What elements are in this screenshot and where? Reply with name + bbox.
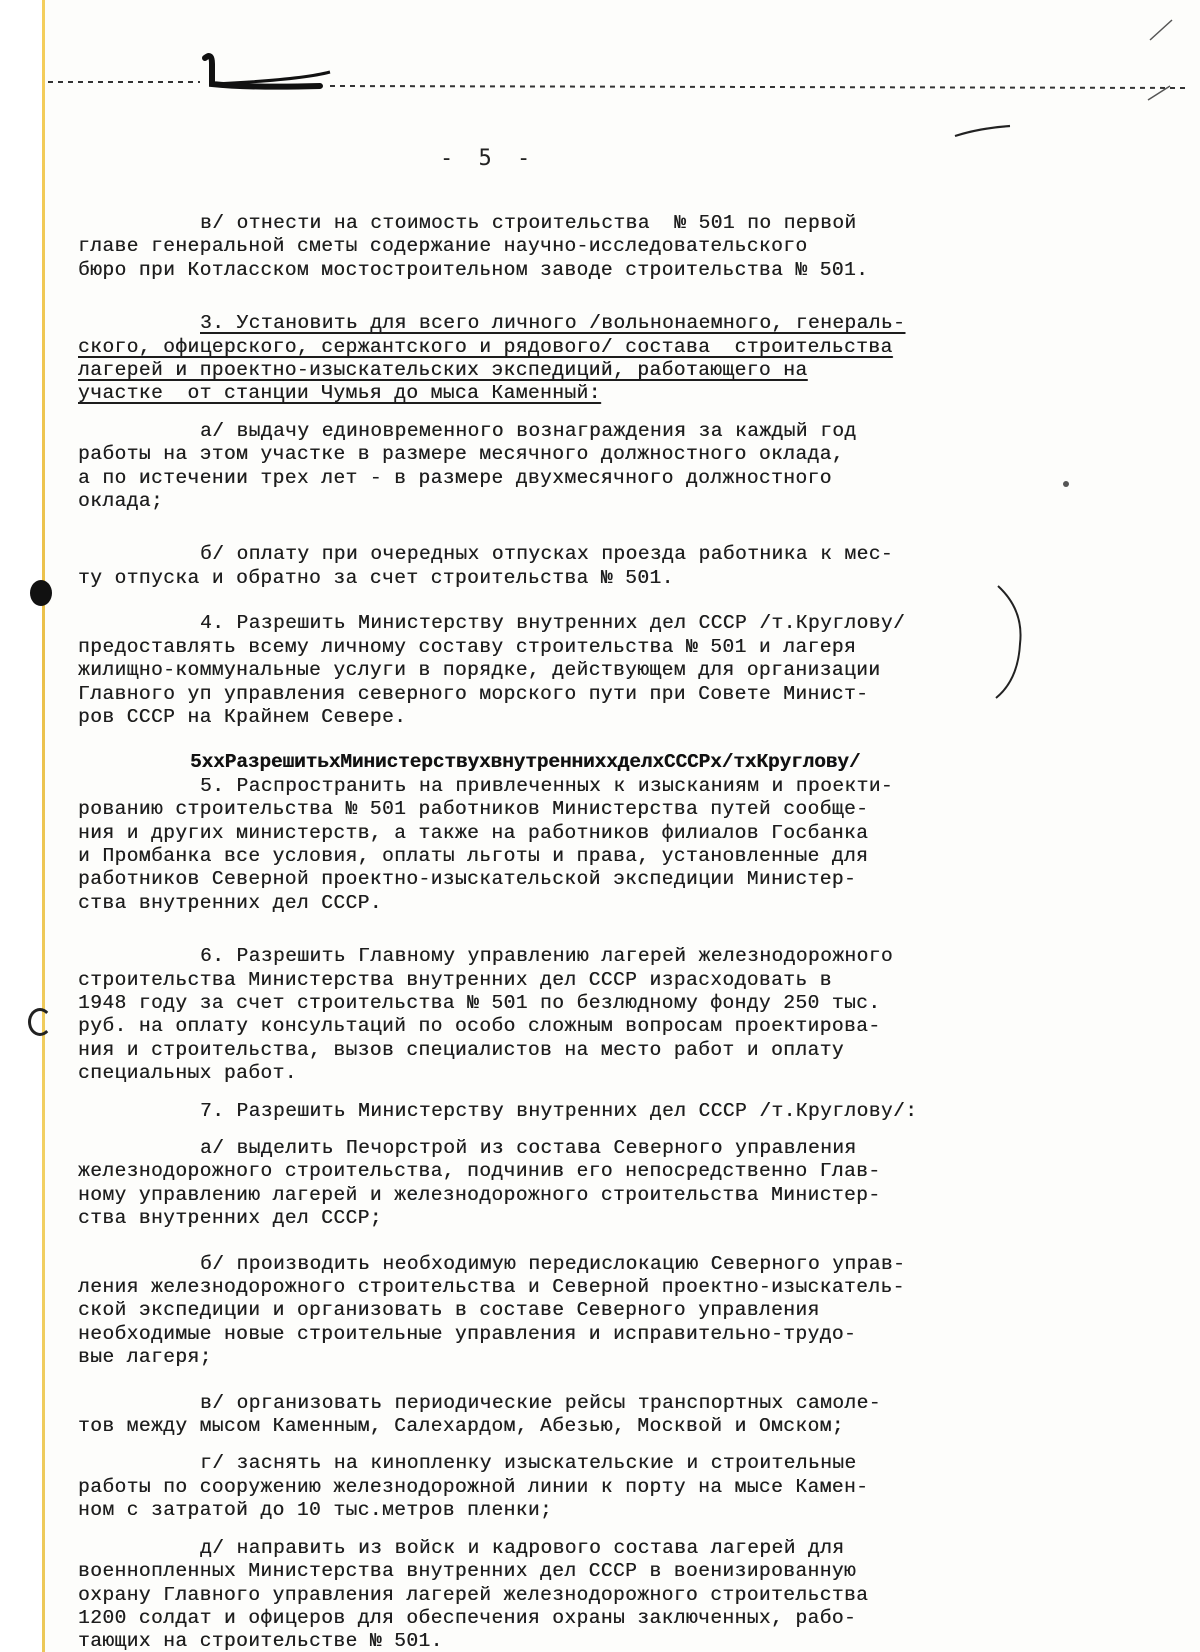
- text-line: ской экспедиции и организовать в составе Северного управления: [78, 1299, 820, 1322]
- text-line: строительства Министерства внутренних дел СССР израсходовать в: [78, 968, 832, 991]
- text-line: Главного уп управления северного морского пути при Совете Минист-: [78, 682, 869, 705]
- text-line: рованию строительства № 501 работников Министерства путей сообще-: [78, 798, 869, 821]
- text-line: бюро при Котласском мостостроительном заводе строительства № 501.: [78, 258, 869, 281]
- paper-edge-stripe: [42, 0, 45, 1652]
- text-line: жилищно-коммунальные услуги в порядке, действующем для организации: [78, 659, 881, 682]
- text-line: ства внутренних дел СССР;: [78, 1207, 382, 1230]
- text-line: работников Северной проектно-изыскательской экспедиции Министер-: [78, 868, 857, 891]
- text-line: 4. Разрешить Министерству внутренних дел СССР /т.Круглову/: [200, 612, 906, 635]
- top-dashed-line: [0, 0, 1200, 120]
- text-line: ров СССР на Крайнем Севере.: [78, 705, 407, 728]
- text-line: военнопленных Министерства внутренних дел СССР в военизированную: [78, 1560, 857, 1583]
- text-line: вые лагеря;: [78, 1346, 212, 1369]
- text-line: ном с затратой до 10 тыс.метров пленки;: [78, 1499, 553, 1522]
- binder-hole-mark: [30, 580, 52, 606]
- page-margin: [0, 0, 42, 1652]
- text-line: и Промбанка все условия, оплаты льготы и права, установленные для: [78, 844, 869, 867]
- struck-out-line: 5хxРазрешитьxМинистерствуxвнутреннихxделxСССРx/тxКруглову/: [190, 751, 861, 774]
- text-line-underlined: 3. Установить для всего личного /вольнонаемного, генераль-: [200, 312, 906, 335]
- text-line: 6. Разрешить Главному управлению лагерей железнодорожного: [200, 945, 894, 968]
- text-line: а/ выделить Печорстрой из состава Северного управления: [200, 1137, 857, 1159]
- binder-ring-mark: [28, 1008, 52, 1036]
- text-line: б/ производить необходимую передислокацию Северного управ-: [200, 1252, 906, 1275]
- text-line: ния и других министерств, а также на работников филиалов Госбанка: [78, 821, 869, 844]
- text-line: главе генеральной сметы содержание научно-исследовательского: [78, 235, 808, 258]
- text-line: б/ оплату при очередных отпусках проезда работника к мес-: [200, 543, 894, 566]
- text-line: специальных работ.: [78, 1062, 297, 1085]
- document-body: [78, 212, 1088, 1652]
- text-line: железнодорожного строительства, подчинив его непосредственно Глав-: [78, 1160, 881, 1183]
- text-line-underlined: ского, офицерского, сержантского и рядового/ состава строительства: [78, 335, 893, 358]
- text-line: в/ отнести на стоимость строительства № 501 по первой: [200, 212, 857, 234]
- text-line-underlined: лагерей и проектно-изыскательских экспедиций, работающего на: [78, 359, 808, 382]
- text-line: 1948 году за счет строительства № 501 по безлюдному фонду 250 тыс.: [78, 991, 881, 1014]
- text-line: ния и строительства, вызов специалистов на место работ и оплату: [78, 1038, 844, 1061]
- text-line: г/ заснять на кинопленку изыскательские и строительные: [200, 1452, 857, 1475]
- text-line: а/ выдачу единовременного вознаграждения за каждый год: [200, 419, 857, 442]
- margin-dash-mark: [950, 118, 1030, 158]
- text-line: охрану Главного управления лагерей железнодорожного строительства: [78, 1583, 869, 1606]
- text-line: необходимые новые строительные управления и исправительно-трудо-: [78, 1322, 857, 1345]
- text-line: тающих на строительстве № 501.: [78, 1630, 443, 1652]
- text-line: работы по сооружению железнодорожной линии к порту на мысе Камен-: [78, 1475, 869, 1498]
- text-line: ления железнодорожного строительства и Северной проектно-изыскатель-: [78, 1276, 905, 1299]
- text-line: оклада;: [78, 490, 164, 513]
- text-line: работы на этом участке в размере месячного должностного оклада,: [78, 443, 844, 466]
- text-line: в/ организовать периодические рейсы транспортных самоле-: [200, 1391, 881, 1414]
- text-line: ту отпуска и обратно за счет строительства № 501.: [78, 566, 674, 589]
- text-line: д/ направить из войск и кадрового состава лагерей для: [200, 1536, 845, 1559]
- text-line: 1200 солдат и офицеров для обеспечения охраны заключенных, рабо-: [78, 1606, 857, 1629]
- text-line: ному управлению лагерей и железнодорожного строительства Министер-: [78, 1183, 881, 1206]
- text-line: руб. на оплату консультаций по особо сложным вопросам проектирова-: [78, 1015, 881, 1038]
- text-line-underlined: участке от станции Чумья до мыса Каменный:: [78, 382, 601, 405]
- text-line: тов между мысом Каменным, Салехардом, Абезью, Москвой и Омском;: [78, 1415, 844, 1438]
- page-number: - 5 -: [440, 146, 537, 171]
- text-line: ства внутренних дел СССР.: [78, 891, 382, 914]
- text-line: предоставлять всему личному составу строительства № 501 и лагеря: [78, 635, 857, 658]
- text-line: 5. Распространить на привлеченных к изысканиям и проекти-: [200, 774, 894, 797]
- text-line: 7. Разрешить Министерству внутренних дел СССР /т.Круглову/:: [200, 1099, 918, 1122]
- text-line: а по истечении трех лет - в размере двухмесячного должностного: [78, 466, 832, 489]
